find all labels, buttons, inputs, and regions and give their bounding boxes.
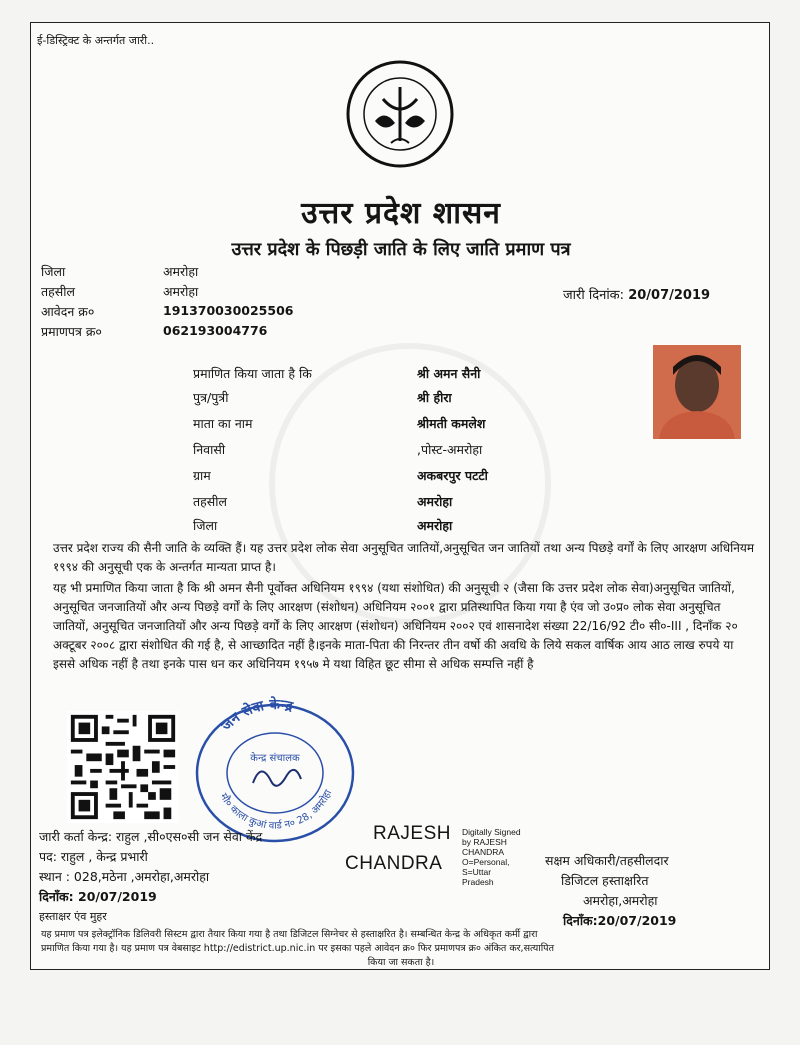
issue-date-label: जारी दिनांक:	[563, 288, 625, 303]
detail-value-resident: ,पोस्ट-अमरोहा	[417, 442, 483, 457]
issuing-officer: पद: राहुल , केन्द्र प्रभारी	[39, 849, 148, 864]
detail-label-district: जिला	[193, 518, 218, 533]
meta-value-certificate-no: 062193004776	[163, 323, 268, 338]
detail-label-son-daughter: पुत्र/पुत्री	[193, 390, 229, 405]
caste-statement: उत्तर प्रदेश राज्य की सैनी जाति के व्यक्ति हैं। यह उत्तर प्रदेश लोक सेवा अनुसूचित जातियों,अनुसूचित जन जातियों तथा अन्य पिछड़े वर्गों के लिए आरक्षण अधिनियम १९९४ की अनुसूची एक के अन्तर्गत मान्यता प्राप्त है।	[53, 541, 755, 574]
authority-date: दिनाँक:20/07/2019	[563, 913, 677, 928]
applicant-portrait-icon	[653, 345, 741, 439]
detail-value-father: श्री हीरा	[417, 390, 452, 405]
issue-date	[563, 285, 710, 303]
issuing-place: स्थान : 028,मठेना ,अमरोहा,अमरोहा	[39, 869, 210, 884]
detail-value-name: श्री अमन सैनी	[417, 366, 481, 381]
detail-label-mother: माता का नाम	[193, 416, 253, 431]
footer-line-2: प्रमाणित किया गया है। यह प्रमाण पत्र वेबसाइट http://edistrict.up.nic.in पर इसका पहले आवेदन क्र० फिर प्रमाणपत्र क्र० अंकित कर,सत्यापित	[41, 943, 554, 954]
footer-line-1: यह प्रमाण पत्र इलेक्ट्रॉनिक डिलिवरी सिस्टम द्वारा तैयार किया गया है तथा डिजिटल सिग्नेचर से हस्ताक्षरित है। सम्बन्धित केन्द्र के अधिकृत कर्मी द्वारा	[41, 929, 538, 940]
stamp-center-text: केन्द्र संचालक	[250, 753, 300, 764]
issuing-center: जारी कर्ता केन्द्र: राहुल ,सी०एस०सी जन सेवा केंद्र	[39, 829, 263, 844]
meta-label-tehsil: तहसील	[41, 284, 75, 299]
footer-line-3: किया जा सकता है।	[367, 957, 435, 968]
detail-label-tehsil: तहसील	[193, 494, 227, 509]
detail-value-mother: श्रीमती कमलेश	[417, 416, 486, 431]
applicant-photo	[653, 345, 741, 439]
authority-sign-type: डिजिटल हस्ताक्षरित	[561, 873, 649, 888]
digital-signer-name-line2: CHANDRA	[345, 853, 443, 874]
signature-seal-label: हस्ताक्षर एंव मुहर	[39, 910, 107, 923]
detail-value-district: अमरोहा	[417, 518, 453, 533]
detail-label-village: ग्राम	[193, 468, 211, 483]
meta-value-district: अमरोहा	[163, 264, 199, 279]
meta-label-application-no: आवेदन क्र०	[41, 304, 95, 319]
issuing-date: दिनाँक: 20/07/2019	[39, 889, 157, 904]
meta-label-district: जिला	[41, 264, 66, 279]
detail-label-resident: निवासी	[193, 442, 226, 457]
issue-date-value: 20/07/2019	[628, 288, 711, 303]
certificate-page	[30, 22, 770, 970]
verification-qr-code	[63, 711, 183, 823]
detail-value-tehsil: अमरोहा	[417, 494, 453, 509]
digital-signer-name-line1: RAJESH	[373, 823, 451, 844]
top-note: ई-डिस्ट्रिक्ट के अन्तर्गत जारी..	[37, 34, 155, 47]
jan-seva-kendra-stamp	[191, 691, 359, 843]
document-title: उत्तर प्रदेश शासन	[301, 196, 501, 231]
handwritten-signature	[253, 770, 301, 786]
meta-value-tehsil: अमरोहा	[163, 284, 199, 299]
authority-title: सक्षम अधिकारी/तहसीलदार	[545, 853, 669, 868]
detail-label-certified: प्रमाणित किया जाता है कि	[193, 366, 312, 381]
meta-label-certificate-no: प्रमाणपत्र क्र०	[41, 324, 102, 339]
stamp-ring-top-text: जन सेवा केन्द्र	[218, 697, 295, 735]
digital-signature-details: Digitally Signed by RAJESH CHANDRA O=Personal, S=Uttar Pradesh	[462, 827, 521, 887]
document-subtitle: उत्तर प्रदेश के पिछड़ी जाति के लिए जाति प्रमाण पत्र	[231, 239, 571, 260]
authority-place: अमरोहा,अमरोहा	[583, 893, 658, 908]
up-government-emblem-icon	[345, 59, 455, 169]
creamy-layer-statement: यह भी प्रमाणित किया जाता है कि श्री अमन सैनी पूर्वोक्त अधिनियम १९९४ (यथा संशोधित) की अनुसूची २ (जैसा कि उत्तर प्रदेश लोक सेवा)अनुसूचित जातियों, अनुसूचित जनजातियों और अन्य पिछड़े वर्गों के लिए आरक्षण (संशोधन) अधिनियम २००१ द्वारा प्रतिस्थापित किया गया है एंव जो उ०प्र० लोक सेवा अनुसूचित जातियों, अनुसूचित जनजातियों और अन्य पिछड़े वर्गों के लिए आरक्षण (संशोधन) अधिनियम २००२ एवं शासनादेश संख्या 22/16/92 टी० सी०-III , दिनाँक २० अक्टूबर २००८ द्वारा संशोधित की गई है, से आच्छादित नहीं है।इनके माता-पिता की निरन्तर तीन वर्षो की अवधि के लिये सकल वार्षिक आय आठ लाख रुपये या इससे अधिक नहीं है तथा इनके पास धन कर अधिनियम १९५७ मे यथा विहित छूट सीमा से अधिक सम्पत्ति नहीं है	[53, 581, 738, 671]
meta-value-application-no: 191370030025506	[163, 303, 294, 318]
stamp-ring-bottom-text: मौ० काला कुआं वार्ड न० 28, अमरोहा	[217, 788, 335, 832]
detail-value-village: अकबरपुर पटटी	[417, 468, 488, 483]
